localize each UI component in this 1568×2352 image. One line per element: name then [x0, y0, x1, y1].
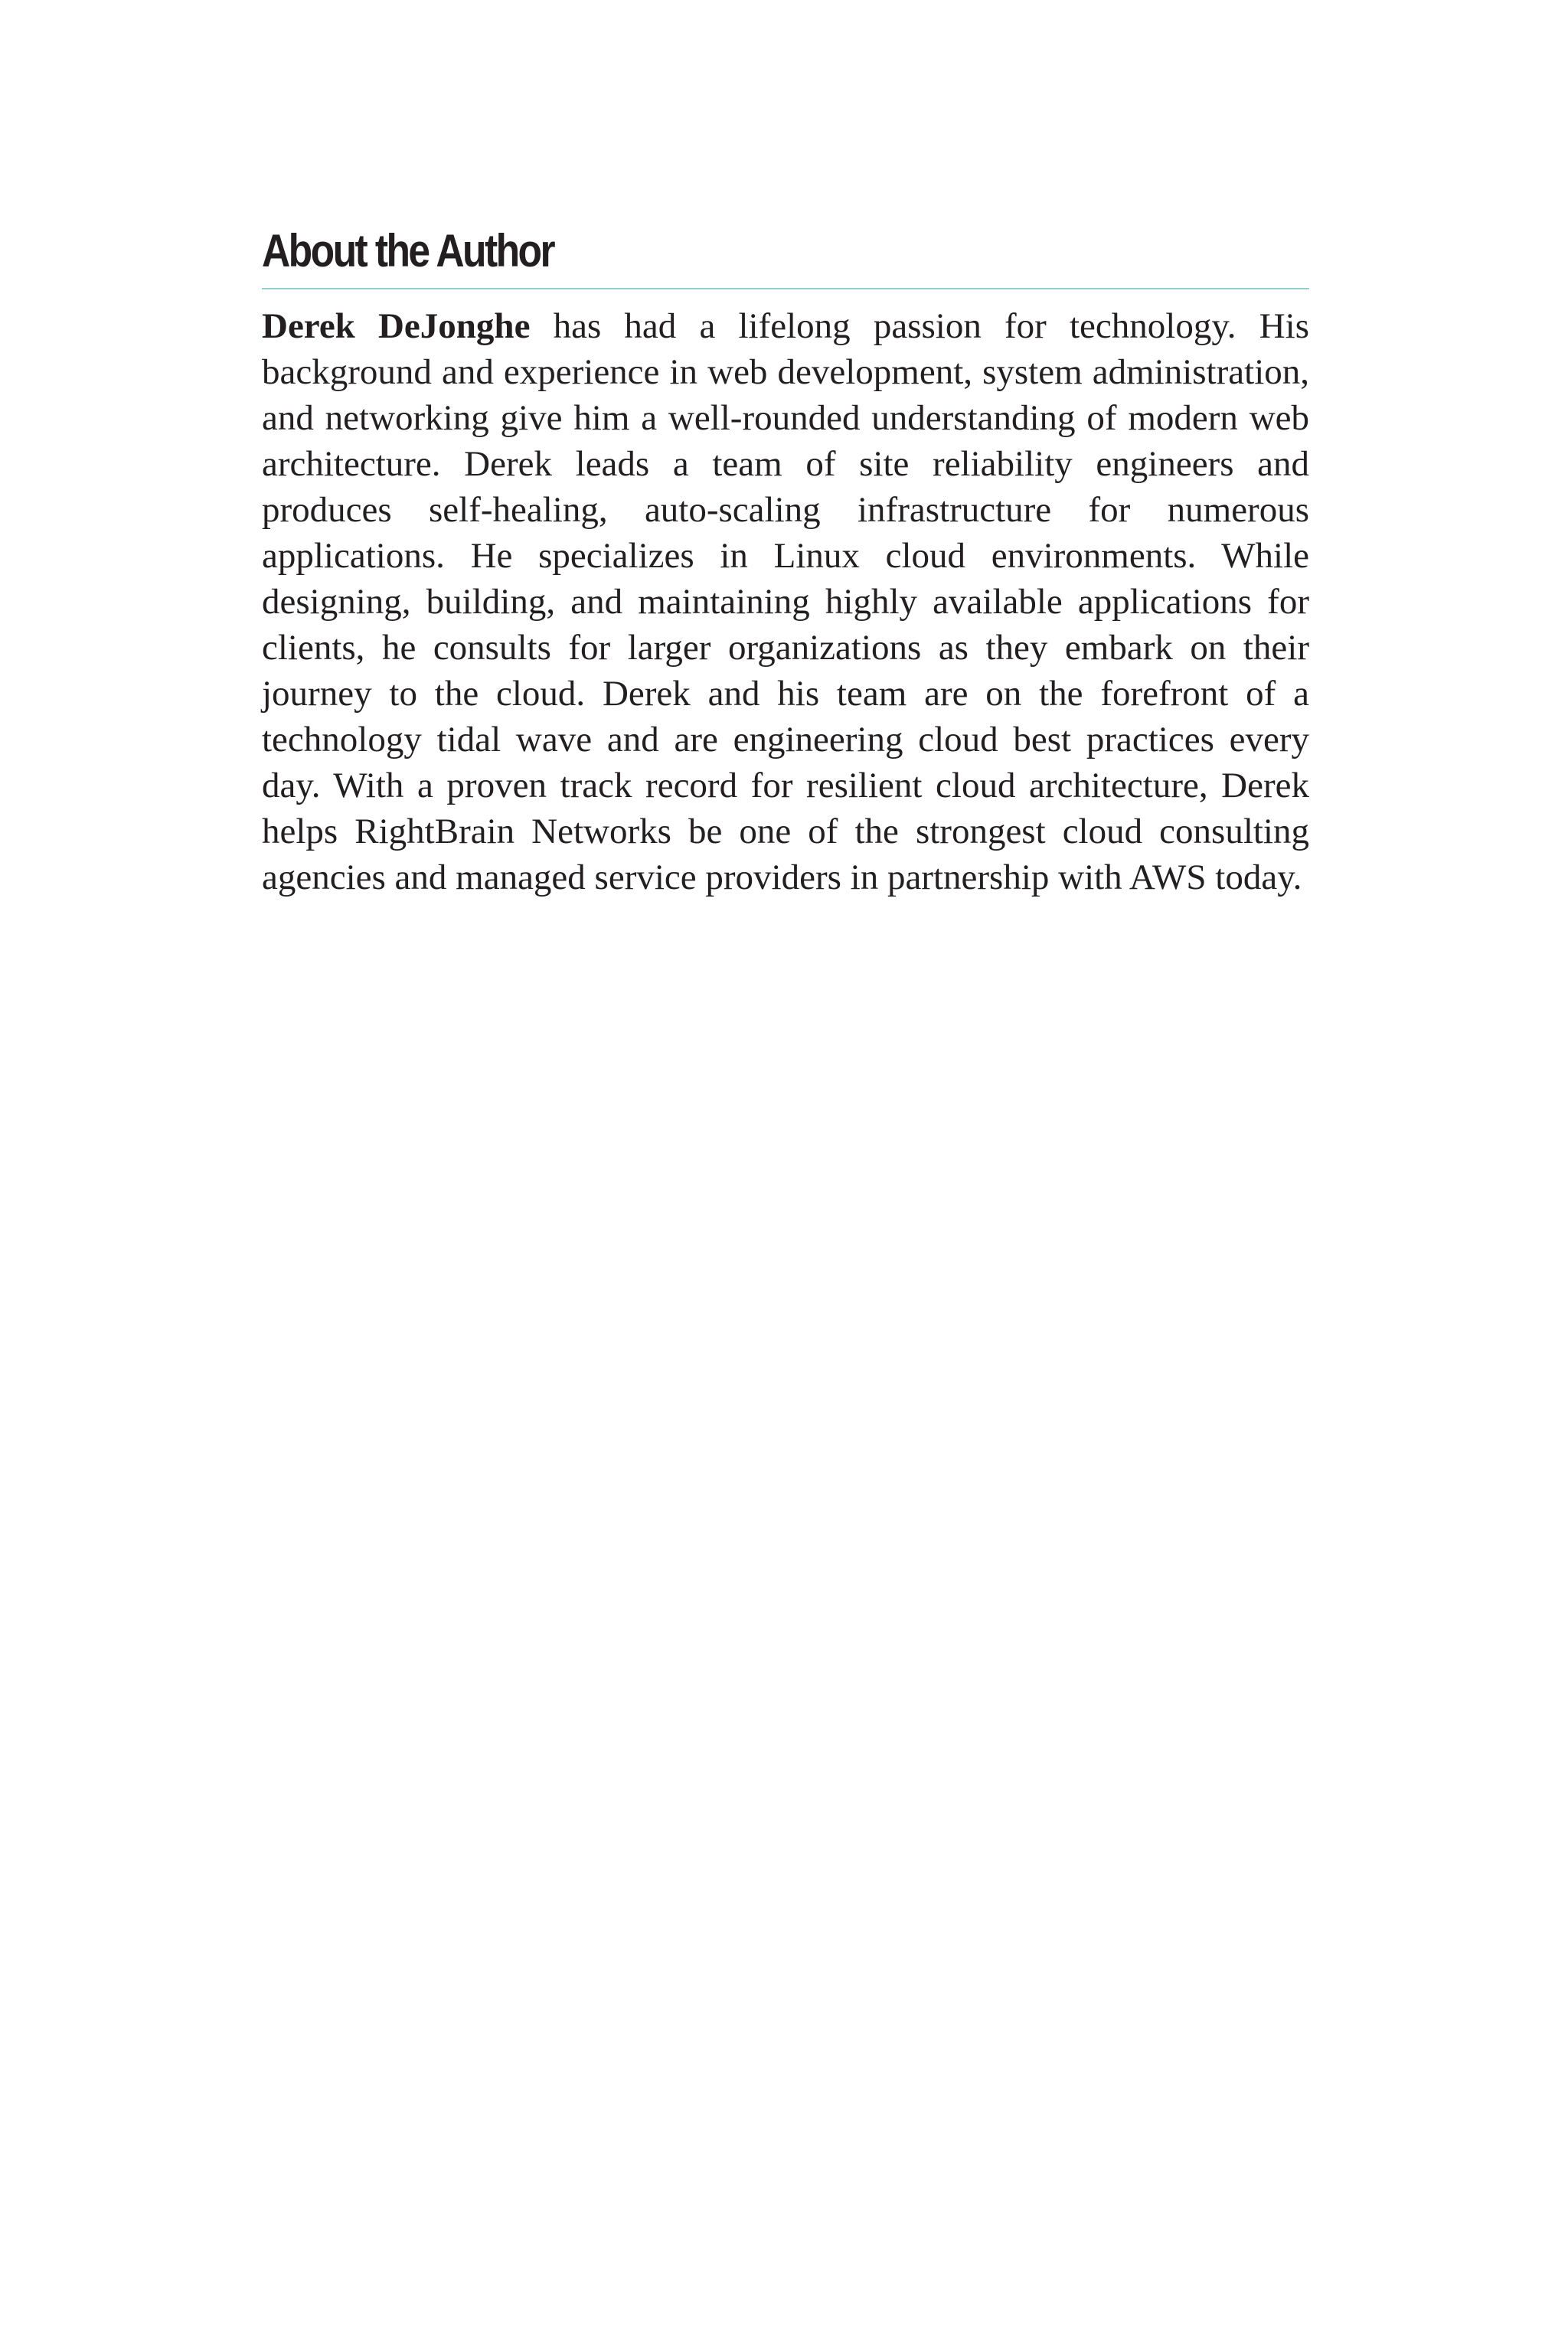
section-heading: About the Author: [262, 225, 554, 276]
author-name: Derek DeJonghe: [262, 306, 531, 346]
heading-rule: [262, 288, 1309, 289]
author-bio: [262, 303, 1309, 900]
author-bio-text: has had a lifelong passion for technology. His background and experience in web development, system administration, and networking give him a well-rounded understanding of modern web architecture. Derek leads a team of site reliability engineers and produces self-healing, auto-scaling infrastructure for numerous applications. He specializes in Linux cloud environments. While designing, building, and maintaining highly available applications for clients, he consults for larger organizations as they embark on their journey to the cloud. Derek and his team are on the forefront of a technology tidal wave and are engineering cloud best practices every day. With a proven track record for resilient cloud architecture, Derek helps RightBrain Networks be one of the strongest cloud consulting agencies and managed service providers in partnership with AWS today.: [262, 306, 1309, 897]
about-author-section: [262, 220, 1309, 900]
